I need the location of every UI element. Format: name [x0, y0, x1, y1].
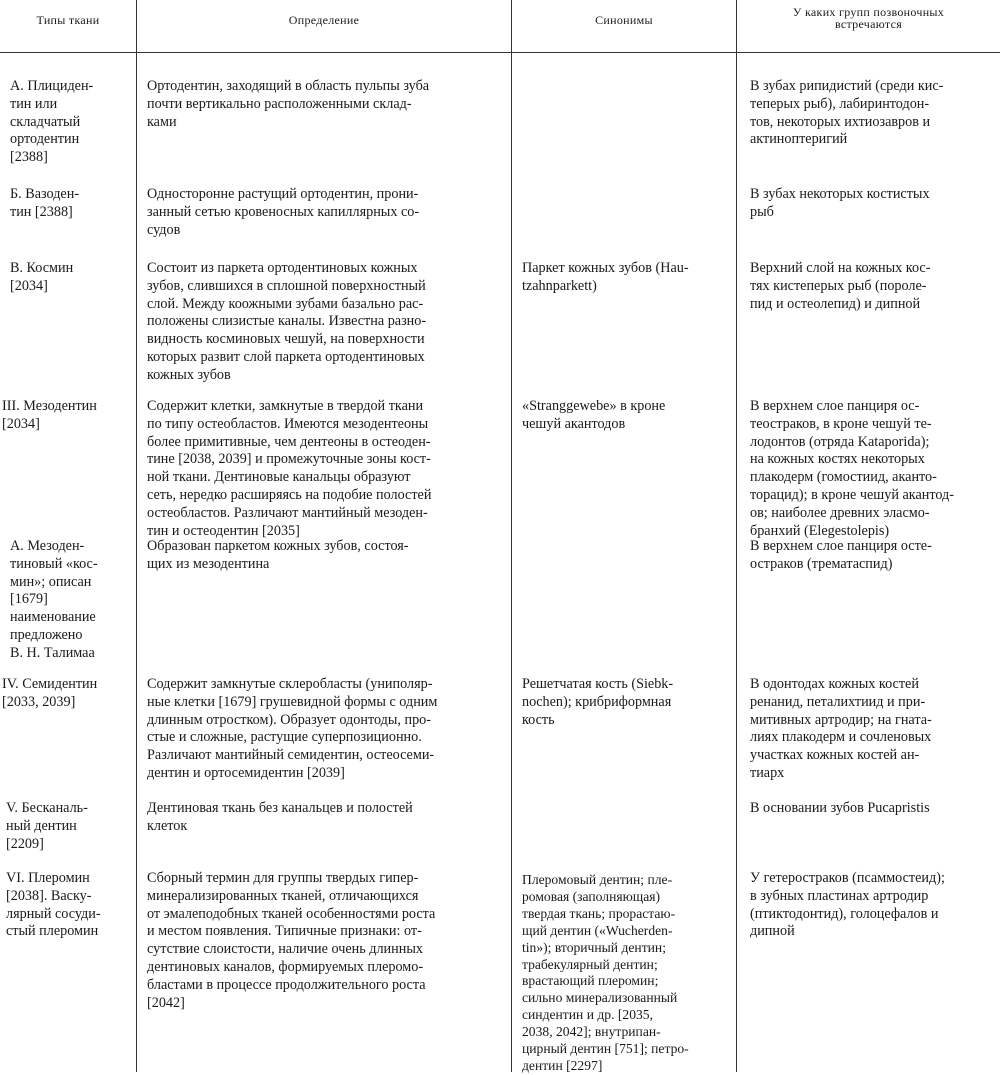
row-definition: Сборный термин для группы твердых гипер- минерализированных тканей, отличающихся от эмалеподобных тканей особенностями роста и местом появления. Типичные признаки: от- сутствие слоистости, наличие очень длинных дентиновых каналов, формируемых плеромо- бластами в процессе продолжительного роста [2042]	[147, 870, 436, 1011]
row-definition: Образован паркетом кожных зубов, состоя- щих из мезодентина	[147, 538, 409, 572]
row-definition: Односторонне растущий ортодентин, прони- занный сетью кровеносных капиллярных со- судов	[147, 186, 420, 238]
row-type: Б. Вазоден- тин [2388]	[10, 186, 80, 220]
row-definition: Содержит клетки, замкнутые в твердой ткани по типу остеобластов. Имеются мезодентеоны более примитивные, чем дентеоны в остеоден- тине [2038, 2039] и промежуточные зоны кост- ной ткани. Дентиновые канальцы образуют сеть, нередко расширяясь на подобие полостей остеобластов. Различают мантийный мезоден- тин и остеодентин [2035]	[147, 398, 432, 539]
row-synonyms: Паркет кожных зубов (Hau- tzahnparkett)	[522, 260, 689, 294]
row-definition: Содержит замкнутые склеробласты (униполяр- ные клетки [1679] грушевидной формы с одним длинным отростком). Образует одонтоды, про- стые и сложные, растущие суперпозиционно. Различают мантийный семидентин, остеосеми- дентин и ортосемидентин [2039]	[147, 676, 438, 781]
row-groups: Верхний слой на кожных кос- тях кистеперых рыб (пороле- пид и остеолепид) и дипной	[750, 260, 931, 312]
column-divider	[511, 0, 512, 1072]
header-groups: У каких групп позвоночных встречаются	[792, 5, 945, 31]
row-synonyms: Решетчатая кость (Siebk- nochen); крибриформная кость	[522, 676, 674, 728]
row-definition: Состоит из паркета ортодентиновых кожных зубов, слившихся в сплошной поверхностный слой. Между коожными зубами базально рас- положены слизистые каналы. Известна разно- видность косминовых чешуй, на поверхности которых развит слой паркета ортодентиновых кожных зубов	[147, 260, 427, 383]
row-type: А. Плициден- тин или складчатый ортодентин [2388]	[10, 78, 94, 166]
column-divider	[736, 0, 737, 1072]
row-synonyms: Плеромовый дентин; пле- ромовая (заполняющая) твердая ткань; прорастаю- щий дентин («Wucherden- tin»); вторичный дентин; трабекулярный дентин; врастающий плеромин; сильно минерализованный синдентин и др. [2035, 2038, 2042]; внутрипан- цирный дентин [751]; петро- дентин [2297]	[522, 872, 689, 1073]
row-groups: В одонтодах кожных костей ренанид, петалихтиид и при- митивных артродир; на гната- лиях плакодерм и сочленовых участках кожных костей ан- тиарх	[750, 676, 932, 781]
row-type: VI. Плеромин [2038]. Васку- лярный сосуди- стый плеромин	[6, 870, 101, 940]
row-groups: В основании зубов Pucapristis	[750, 800, 930, 816]
row-type: III. Мезодентин [2034]	[2, 398, 97, 432]
row-type: В. Космин [2034]	[10, 260, 74, 294]
row-type: V. Бесканаль- ный дентин [2209]	[6, 800, 88, 852]
header-divider	[0, 52, 1000, 53]
row-groups: В зубах некоторых костистых рыб	[750, 186, 930, 220]
header-synonyms: Синонимы	[595, 13, 653, 27]
row-definition: Дентиновая ткань без канальцев и полостей клеток	[147, 800, 413, 834]
row-groups: В верхнем слое панциря ос- теостраков, в кроне чешуй те- лодонтов (отряда Kataporida); на кожных костях некоторых плакодерм (гомостиид, аканто- торацид); в кроне чешуй акантод- ов; наиболее древних эласмо- бранхий (Elegestolepis)	[750, 398, 954, 539]
row-groups: В зубах рипидистий (среди кис- теперых рыб), лабиринтодон- тов, некоторых ихтиозавров и актиноптеригий	[750, 78, 944, 148]
row-groups: У гетеростраков (псаммостеид); в зубных пластинах артродир (птиктодонтид), голоцефалов и дипной	[750, 870, 945, 940]
row-type: IV. Семидентин [2033, 2039]	[2, 676, 98, 710]
row-type: А. Мезоден- тиновый «кос- мин»; описан [1679] наименование предложено В. Н. Талимаа	[10, 538, 98, 661]
row-synonyms: «Stranggewebe» в кроне чешуй акантодов	[522, 398, 666, 432]
row-definition: Ортодентин, заходящий в область пульпы зуба почти вертикально расположенными склад- ками	[147, 78, 430, 130]
row-groups: В верхнем слое панциря осте- остраков (трематаспид)	[750, 538, 932, 572]
column-divider	[136, 0, 137, 1072]
header-type: Типы ткани	[36, 13, 100, 27]
header-definition: Определение	[288, 13, 360, 27]
